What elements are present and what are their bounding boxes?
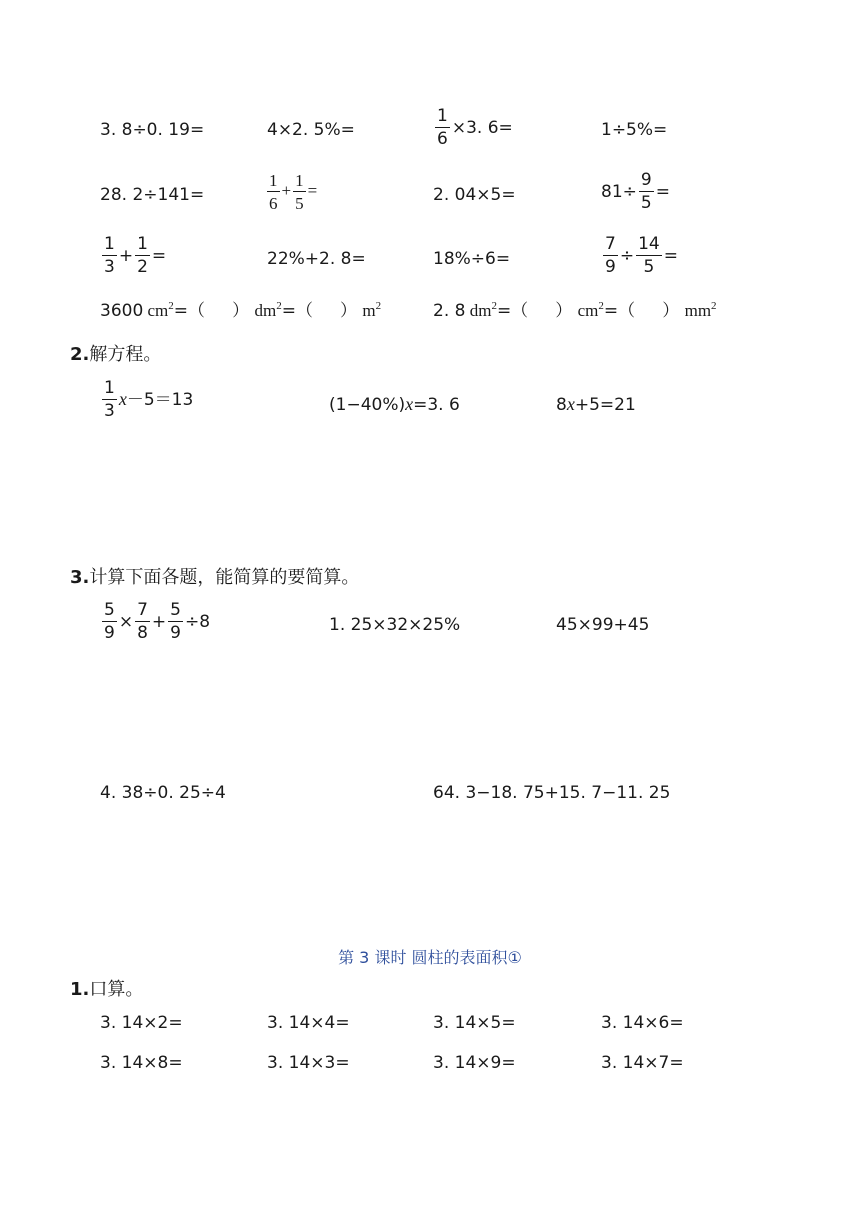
equation-3: 8x+5=21: [556, 394, 636, 415]
problem: $\frac{1}{6}$ ×3. 6=: [437, 106, 513, 149]
fraction: $\frac{9}{5}$: [640, 170, 652, 213]
fraction: $\frac{1}{5}$: [295, 171, 304, 213]
fraction: $\frac{5}{9}$: [170, 600, 181, 643]
problem: 3. 14×6=: [601, 1013, 684, 1033]
problem: 28. 2÷141=: [100, 185, 205, 205]
fraction: $\frac{1}{6}$: [269, 171, 278, 213]
calculation-5: 64. 3−18. 75+15. 7−11. 25: [433, 783, 671, 803]
problem: $\frac{1}{3}$ + $\frac{1}{2}$ =: [104, 234, 167, 277]
problem: 3. 8÷0. 19=: [100, 120, 205, 140]
problem: 4×2. 5%=: [267, 120, 355, 140]
problem: 3. 14×4=: [267, 1013, 350, 1033]
calculation-3: 45×99+45: [556, 615, 650, 635]
unit-conversion-2: 2. 8 $dm^2=$（ ） $cm^2=$（ ） $mm^2$: [433, 300, 717, 321]
lesson-title: 第 3 课时 圆柱的表面积①: [338, 948, 522, 967]
problem: 3. 14×7=: [601, 1053, 684, 1073]
equation-1: $\frac{1}{3}$ x－5＝13: [104, 378, 194, 421]
problem: 2. 04×5=: [433, 185, 516, 205]
section-3-heading: 3.计算下面各题，能简算的要简算。: [70, 567, 360, 588]
problem: 81÷ $\frac{9}{5}$ =: [601, 170, 670, 213]
fraction: $\frac{7}{8}$: [137, 600, 148, 643]
problem: 3. 14×5=: [433, 1013, 516, 1033]
problem: 22%+2. 8=: [267, 249, 366, 269]
problem: 1÷5%=: [601, 120, 668, 140]
problem: 3. 14×2=: [100, 1013, 183, 1033]
fraction: $\frac{1}{6}$: [437, 106, 448, 149]
calculation-4: 4. 38÷0. 25÷4: [100, 783, 226, 803]
lesson-q1-heading: 1.口算。: [70, 979, 144, 1000]
fraction: $\frac{1}{3}$: [104, 378, 115, 421]
fraction: $\frac{7}{9}$: [605, 234, 616, 277]
unit-conversion-1: 3600 $cm^2=$（ ） $dm^2=$（ ） $m^2$: [100, 300, 382, 321]
equation-2: (1−40%)x=3. 6: [329, 394, 460, 415]
problem: 3. 14×9=: [433, 1053, 516, 1073]
problem: 18%÷6=: [433, 249, 511, 269]
fraction: $\frac{1}{3}$: [104, 234, 115, 277]
problem: $\frac{1}{6}$ + $\frac{1}{5}$ =: [269, 171, 318, 213]
problem: $\frac{7}{9}$ ÷ $\frac{14}{5}$ =: [605, 234, 678, 277]
calculation-1: $\frac{5}{9}$ × $\frac{7}{8}$ + $\frac{5}{9}$ ÷8: [104, 600, 211, 643]
fraction: $\frac{1}{2}$: [137, 234, 148, 277]
section-2-heading: 2.解方程。: [70, 344, 162, 365]
fraction: $\frac{14}{5}$: [638, 234, 660, 277]
calculation-2: 1. 25×32×25%: [329, 615, 461, 635]
problem: 3. 14×8=: [100, 1053, 183, 1073]
problem: 3. 14×3=: [267, 1053, 350, 1073]
fraction: $\frac{5}{9}$: [104, 600, 115, 643]
